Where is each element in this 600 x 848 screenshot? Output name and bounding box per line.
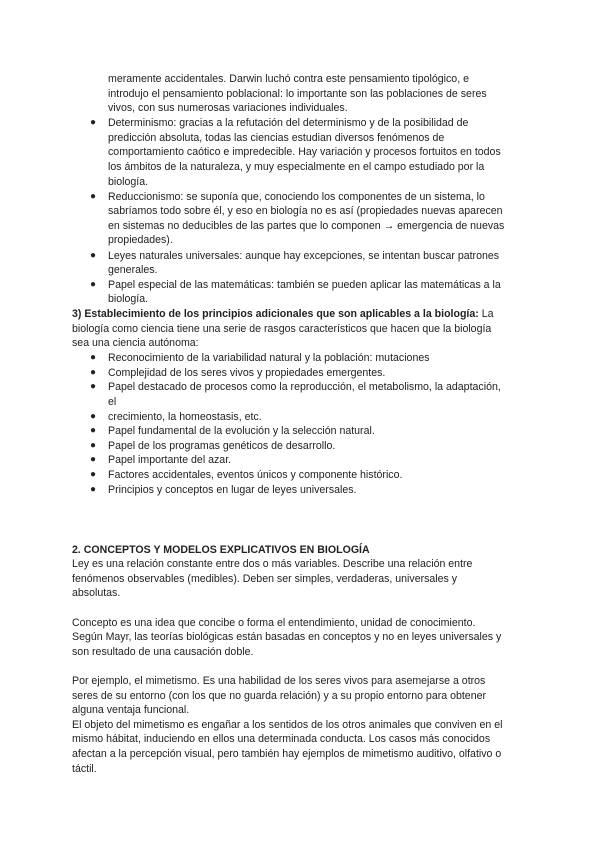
list-item-line: Factores accidentales, eventos únicos y componente histórico.	[108, 469, 403, 481]
list-item-line: Determinismo: gracias a la refutación del determinismo y de la posibilidad de	[108, 117, 469, 129]
text-line: El objeto del mimetismo es engañar a los sentidos de los otros animales que conviven en el	[72, 719, 503, 731]
list-item-line: Papel importante del azar.	[108, 454, 232, 466]
list-item-line: Papel fundamental de la evolución y la selección natural.	[108, 425, 375, 437]
bullet-icon: ●	[90, 367, 97, 378]
text-line: Concepto es una idea que concibe o forma el entendimiento, unidad de conocimiento.	[72, 617, 476, 629]
text-line: son resultado de una causación doble.	[72, 646, 254, 658]
bullet-icon: ●	[90, 454, 97, 465]
bullet-icon: ●	[90, 469, 97, 480]
list-item-line: el	[108, 396, 117, 408]
text-line: alguna ventaja funcional.	[72, 704, 190, 716]
bullet-icon: ●	[90, 411, 97, 422]
heading-bold: 3) Establecimiento de los principios adicionales que son aplicables a la biología:	[72, 308, 479, 320]
text-line: meramente accidentales. Darwin luchó contra este pensamiento tipológico, e	[108, 73, 469, 85]
text-line: introdujo el pensamiento poblacional: lo importante son las poblaciones de seres	[108, 88, 487, 100]
list-item-line: crecimiento, la homeostasis, etc.	[108, 411, 262, 423]
text-line: táctil.	[72, 763, 97, 775]
bullet-icon: ●	[90, 117, 97, 128]
text-line: seres de su entorno (con los que no guarda relación) y a su propio entorno para obtener	[72, 690, 487, 702]
bullet-icon: ●	[90, 352, 97, 363]
list-item-line: Papel especial de las matemáticas: también se pueden aplicar las matemáticas a la	[108, 279, 501, 291]
list-item-line: Papel destacado de procesos como la reproducción, el metabolismo, la adaptación,	[108, 381, 501, 393]
list-item-line: propiedades).	[108, 234, 173, 246]
list-item-line: Leyes naturales universales: aunque hay excepciones, se intentan buscar patrones	[108, 250, 500, 262]
bullet-icon: ●	[90, 381, 97, 392]
bullet-icon: ●	[90, 440, 97, 451]
list-item-line: en sistemas no deducibles de las partes que lo componen → emergencia de nuevas	[108, 220, 505, 232]
list-item-line: generales.	[108, 264, 158, 276]
bullet-icon: ●	[90, 250, 97, 261]
text-line: afectan a la percepción visual, pero también hay ejemplos de mimetismo auditivo, olfativo o	[72, 748, 502, 760]
section-title: 2. CONCEPTOS Y MODELOS EXPLICATIVOS EN BIOLOGÍA	[72, 544, 370, 556]
text-line: mismo hábitat, induciendo en ellos una determinada conducta. Los casos más conocidos	[72, 733, 491, 745]
text-line: biología como ciencia tiene una serie de rasgos característicos que hacen que la biología	[72, 323, 492, 335]
list-item-line: los ámbitos de la naturaleza, y muy especialmente en el campo estudiado por la	[108, 161, 485, 173]
text-line: Ley es una relación constante entre dos o más variables. Describe una relación entre	[72, 558, 473, 570]
text-line: Por ejemplo, el mimetismo. Es una habilidad de los seres vivos para asemejarse a otros	[72, 675, 486, 687]
bullet-icon: ●	[90, 191, 97, 202]
section-heading	[72, 307, 494, 321]
bullet-icon: ●	[90, 279, 97, 290]
list-item-line: Reconocimiento de la variabilidad natural y la población: mutaciones	[108, 352, 430, 364]
list-item-line: comportamiento caótico e impredecible. Hay variación y procesos fortuitos en todos	[108, 146, 501, 158]
text-line: absolutas.	[72, 587, 121, 599]
list-item-line: predicción absoluta, todas las ciencias estudian diversos fenómenos de	[108, 132, 445, 144]
list-item-line: sabríamos todo sobre él, y eso en biología no es así (propiedades nuevas aparecen	[108, 205, 503, 217]
list-item-line: Papel de los programas genéticos de desarrollo.	[108, 440, 336, 452]
bullet-icon: ●	[90, 425, 97, 436]
text-line: Según Mayr, las teorías biológicas están basadas en conceptos y no en leyes universales y	[72, 631, 502, 643]
list-item-line: biología.	[108, 176, 149, 188]
text-line: sea una ciencia autónoma:	[72, 337, 199, 349]
text-line: vivos, con sus numerosas variaciones individuales.	[108, 102, 348, 114]
heading-rest: La	[478, 308, 494, 320]
text-line: fenómenos observables (medibles). Deben ser simples, verdaderas, universales y	[72, 573, 458, 585]
list-item-line: biología.	[108, 293, 149, 305]
list-item-line: Principios y conceptos en lugar de leyes universales.	[108, 484, 357, 496]
bullet-icon: ●	[90, 484, 97, 495]
list-item-line: Reduccionismo: se suponía que, conociendo los componentes de un sistema, lo	[108, 191, 485, 203]
list-item-line: Complejidad de los seres vivos y propiedades emergentes.	[108, 367, 386, 379]
